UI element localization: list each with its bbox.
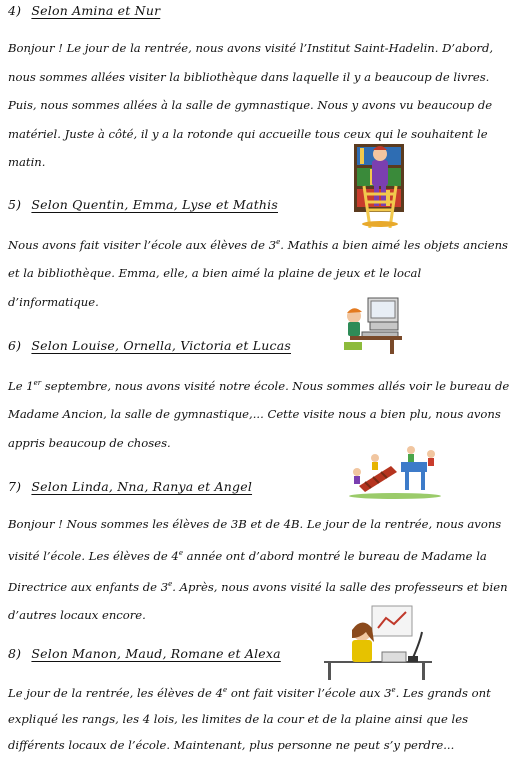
library-clipart — [350, 138, 408, 228]
ordinal-superscript: e — [391, 686, 396, 694]
section-paragraph — [8, 228, 513, 316]
ordinal-superscript: er — [33, 379, 42, 387]
section-title: Selon Louise, Ornella, Victoria et Lucas — [31, 338, 291, 353]
section-number: 6) — [8, 338, 22, 353]
section-heading — [8, 645, 513, 663]
section-title: Selon Linda, Nna, Ranya et Angel — [31, 479, 253, 494]
paragraph-text: ont fait visiter l’école aux 3 — [227, 685, 392, 700]
section-paragraph: Bonjour ! Le jour de la rentrée, nous avons visité l’Institut Saint-Hadelin. D’abord, nous sommes allées visiter la bibliothèque dans laquelle il y a beaucoup de livres. Puis, nous sommes allées à la salle de gymnastique. Nous y avons vu beaucoup de matériel. Juste à côté, il y a la rotonde qui accueille tous ceux qui le souhaitent le matin. — [8, 41, 494, 169]
section-4 — [8, 2, 513, 177]
section-title: Selon Amina et Nur — [31, 3, 161, 18]
paragraph-text: . Après, nous avons visité la salle des professeurs et bien d’autres locaux encore. — [8, 579, 508, 623]
section-paragraph — [8, 677, 513, 758]
paragraph-text: année ont d’abord montré le bureau de Madame la Directrice aux enfants de 3 — [8, 548, 487, 594]
playground-clipart — [345, 436, 445, 500]
teacher-clipart — [322, 602, 434, 682]
section-title: Selon Manon, Maud, Romane et Alexa — [31, 646, 281, 661]
section-number: 8) — [8, 646, 22, 661]
section-5 — [8, 196, 513, 316]
paragraph-text: Bonjour ! Nous sommes les élèves de 3B et de 4B. Le jour de la rentrée, nous avons visité l’école. Les élèves de 4 — [8, 517, 502, 563]
paragraph-text: septembre, nous avons visité notre école. Nous sommes allés voir le bureau de Madame Ancion, la salle de gymnastique,... Cette visite nous a bien plu, nous avons appris beaucoup de choses. — [8, 378, 510, 450]
ordinal-superscript: e — [222, 686, 228, 694]
section-number: 7) — [8, 479, 22, 494]
ordinal-superscript: e — [168, 579, 173, 588]
paragraph-text: Le 1 — [8, 378, 34, 393]
section-number: 5) — [8, 197, 22, 212]
paragraph-text: . Les grands ont expliqué les rangs, les 4 lois, les limites de la cour et de la plaine ainsi que les différents locaux de l’école. Maintenant, plus personne ne peut s’y perdre... — [8, 685, 491, 752]
computer-clipart — [340, 294, 406, 356]
section-paragraph — [8, 510, 513, 630]
ordinal-superscript: e — [276, 238, 281, 246]
paragraph-text: Nous avons fait visiter l’école aux élèves de 3 — [8, 237, 277, 252]
ordinal-superscript: e — [178, 548, 183, 557]
section-8 — [8, 645, 513, 758]
section-heading — [8, 337, 513, 355]
section-heading — [8, 196, 513, 214]
section-7 — [8, 478, 513, 630]
paragraph-text: Le jour de la rentrée, les élèves de 4 — [8, 685, 223, 700]
section-number: 4) — [8, 3, 22, 18]
section-heading — [8, 2, 513, 20]
section-title: Selon Quentin, Emma, Lyse et Mathis — [31, 197, 278, 212]
paragraph-text: . Mathis a bien aimé les objets anciens et la bibliothèque. Emma, elle, a bien aimé la plaine de jeux et le local d’informatique. — [8, 237, 509, 309]
